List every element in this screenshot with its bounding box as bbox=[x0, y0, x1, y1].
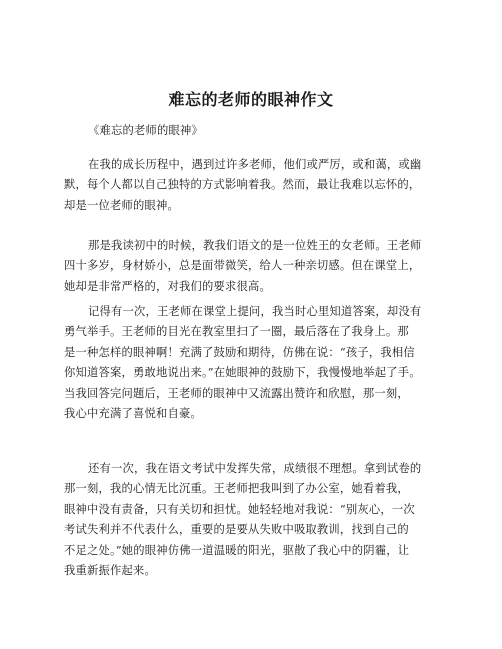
paragraph-line: 在我的成长历程中，遇到过许多老师，他们或严厉，或和蔼，或幽 bbox=[88, 158, 422, 171]
paragraph-line: 我重新振作起来。 bbox=[64, 564, 156, 578]
paragraph-line: 勇气举手。王老师的目光在教室里扫了一圈，最后落在了我身上。那 bbox=[64, 325, 409, 339]
paragraph-line: 记得有一次，王老师在课堂上提问，我当时心里知道答案，却没有 bbox=[88, 305, 422, 318]
paragraph-line: 你知道答案，勇敢地说出来。”在她眼神的鼓励下，我慢慢地举起了手。 bbox=[64, 366, 421, 380]
paragraph-1 bbox=[64, 155, 444, 216]
paragraph-line: 那是我读初中的时候，教我们语文的是一位姓王的女老师。王老师 bbox=[88, 239, 422, 252]
paragraph-line: 那一刻，我的心情无比沉重。王老师把我叫到了办公室，她看着我， bbox=[64, 482, 409, 496]
paragraph-line: 还有一次，我在语文考试中发挥失常，成绩很不理想。拿到试卷的 bbox=[88, 462, 422, 475]
paragraph-line: 当我回答完问题后，王老师的眼神中又流露出赞许和欣慰，那一刻， bbox=[64, 386, 409, 400]
paragraph-3 bbox=[64, 302, 444, 424]
subtitle-text: 《难忘的老师的眼神》 bbox=[88, 124, 203, 137]
paragraph-line: 四十多岁，身材娇小，总是面带微笑，给人一种亲切感。但在课堂上， bbox=[64, 259, 421, 273]
document-title: 难忘的老师的眼神作文 bbox=[168, 90, 334, 109]
paragraph-line: 考试失利并不代表什么，重要的是要从失败中吸取教训，找到自己的 bbox=[64, 523, 409, 537]
paragraph-line: 不足之处。”她的眼神仿佛一道温暖的阳光，驱散了我心中的阴霾，让 bbox=[64, 543, 410, 557]
paragraph-4 bbox=[64, 459, 444, 581]
paragraph-line: 默，每个人都以自己独特的方式影响着我。然而，最让我难以忘怀的， bbox=[64, 178, 421, 192]
paragraph-line: 眼神中没有责备，只有关切和担忧。她轻轻地对我说：“别灰心，一次 bbox=[64, 502, 415, 516]
paragraph-line: 却是一位老师的眼神。 bbox=[64, 198, 179, 212]
document-subtitle bbox=[64, 121, 444, 141]
paragraph-2 bbox=[64, 236, 444, 297]
paragraph-line: 她却是非常严格的，对我们的要求很高。 bbox=[64, 279, 271, 293]
paragraph-line: 我心中充满了喜悦和自豪。 bbox=[64, 407, 202, 421]
paragraph-line: 是一种怎样的眼神啊！充满了鼓励和期待，仿佛在说：“孩子，我相信 bbox=[64, 345, 415, 359]
